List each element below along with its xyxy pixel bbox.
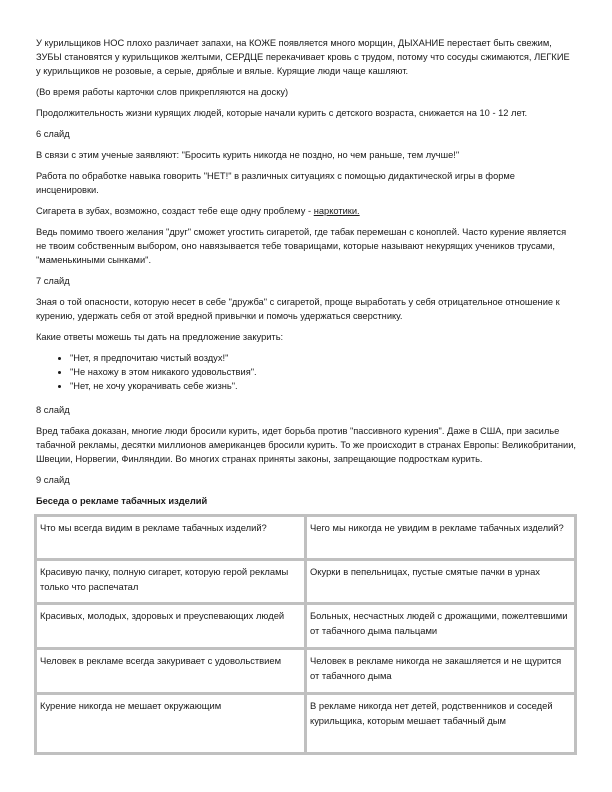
paragraph-smokers-organs: У курильщиков НОС плохо различает запахи, на КОЖЕ появляется много морщин, ДЫХАНИЕ перестает быть свежим, ЗУБЫ становятся у курильщиков желтыми, СЕРДЦЕ перекачивает кровь с трудом, потому что сосуды сжимаются, ЛЕГКИЕ у курильщиков не розовые, а серые, дряблые и вялые. Курящие люди чаще кашляют. — [36, 38, 570, 76]
paragraph-say-no-skill: Работа по обработке навыка говорить "НЕТ!" в различных ситуациях с помощью дидактической игры в форме инсценировки. — [36, 171, 515, 195]
tobacco-ads-table — [34, 514, 577, 755]
table-cell: Красивых, молодых, здоровых и преуспевающих людей — [37, 605, 304, 647]
slide-9-label: 9 слайд — [36, 475, 70, 485]
table-cell: В рекламе никогда нет детей, родственников и соседей курильщика, которым мешает табачный дым — [307, 695, 574, 752]
paragraph-friend-pressure: Ведь помимо твоего желания "друг" сможет угостить сигаретой, где табак перемешан с коноплей. Часто курение является не твоим собственным выбором, оно навязывается тебе товарищами, которые называют некурящих учеников трусами, "маменькиными сынками". — [36, 227, 567, 265]
table-row — [37, 561, 574, 602]
list-item: • "Не нахожу в этом никакого удовольствия". — [70, 365, 576, 379]
table-row — [37, 517, 574, 558]
table-cell: Красивую пачку, полную сигарет, которую герой рекламы только что распечатал — [37, 561, 304, 602]
slide-8-label: 8 слайд — [36, 405, 70, 415]
document-page — [36, 36, 576, 755]
list-item: • "Нет, не хочу укорачивать себе жизнь". — [70, 379, 576, 393]
table-row — [37, 605, 574, 647]
paragraph-friendship-danger: Зная о той опасности, которую несет в себе "дружба" с сигаретой, проще выработать у себя отрицательное отношение к курению, удержать себя от этой вредной привычки и помочь удержаться сверстнику. — [36, 297, 560, 321]
paragraph-tobacco-harm: Вред табака доказан, многие люди бросили курить, идет борьба против "пассивного курения". Даже в США, при засилье табачной рекламы, десятки миллионов американцев бросили курить. То же происходит в странах Европы: Великобритании, Швеции, Норвегии, Финляндии. Во многих странах приняты законы, запрещающие подросткам курить. — [36, 426, 576, 464]
section-heading: Беседа о рекламе табачных изделий — [36, 496, 208, 506]
drugs-link[interactable]: наркотики. — [313, 206, 360, 216]
cigarette-problem-text: Сигарета в зубах, возможно, создаст тебе еще одну проблему - — [36, 206, 314, 216]
answers-list — [36, 351, 576, 393]
table-cell: Человек в рекламе никогда не закашляется и не щурится от табачного дыма — [307, 650, 574, 692]
paragraph-cigarette-problem — [36, 204, 576, 218]
table-row — [37, 650, 574, 692]
table-cell: Курение никогда не мешает окружающим — [37, 695, 304, 752]
slide-7-label: 7 слайд — [36, 276, 70, 286]
paragraph-answers-question: Какие ответы можешь ты дать на предложение закурить: — [36, 332, 284, 342]
table-cell: Что мы всегда видим в рекламе табачных изделий? — [37, 517, 304, 558]
list-item: • "Нет, я предпочитаю чистый воздух!" — [70, 351, 576, 365]
table-row — [37, 695, 574, 752]
table-cell: Чего мы никогда не увидим в рекламе табачных изделий? — [307, 517, 574, 558]
slide-6-label: 6 слайд — [36, 129, 70, 139]
table-cell: Окурки в пепельницах, пустые смятые пачки в урнах — [307, 561, 574, 602]
paragraph-life-expectancy: Продолжительность жизни курящих людей, которые начали курить с детского возраста, снижается на 10 - 12 лет. — [36, 108, 528, 118]
paragraph-cards-note: (Во время работы карточки слов прикрепляются на доску) — [36, 87, 289, 97]
table-cell: Человек в рекламе всегда закуривает с удовольствием — [37, 650, 304, 692]
paragraph-scientists-quote: В связи с этим ученые заявляют: "Бросить курить никогда не поздно, но чем раньше, тем лучше!" — [36, 150, 460, 160]
table-cell: Больных, несчастных людей с дрожащими, пожелтевшими от табачного дыма пальцами — [307, 605, 574, 647]
